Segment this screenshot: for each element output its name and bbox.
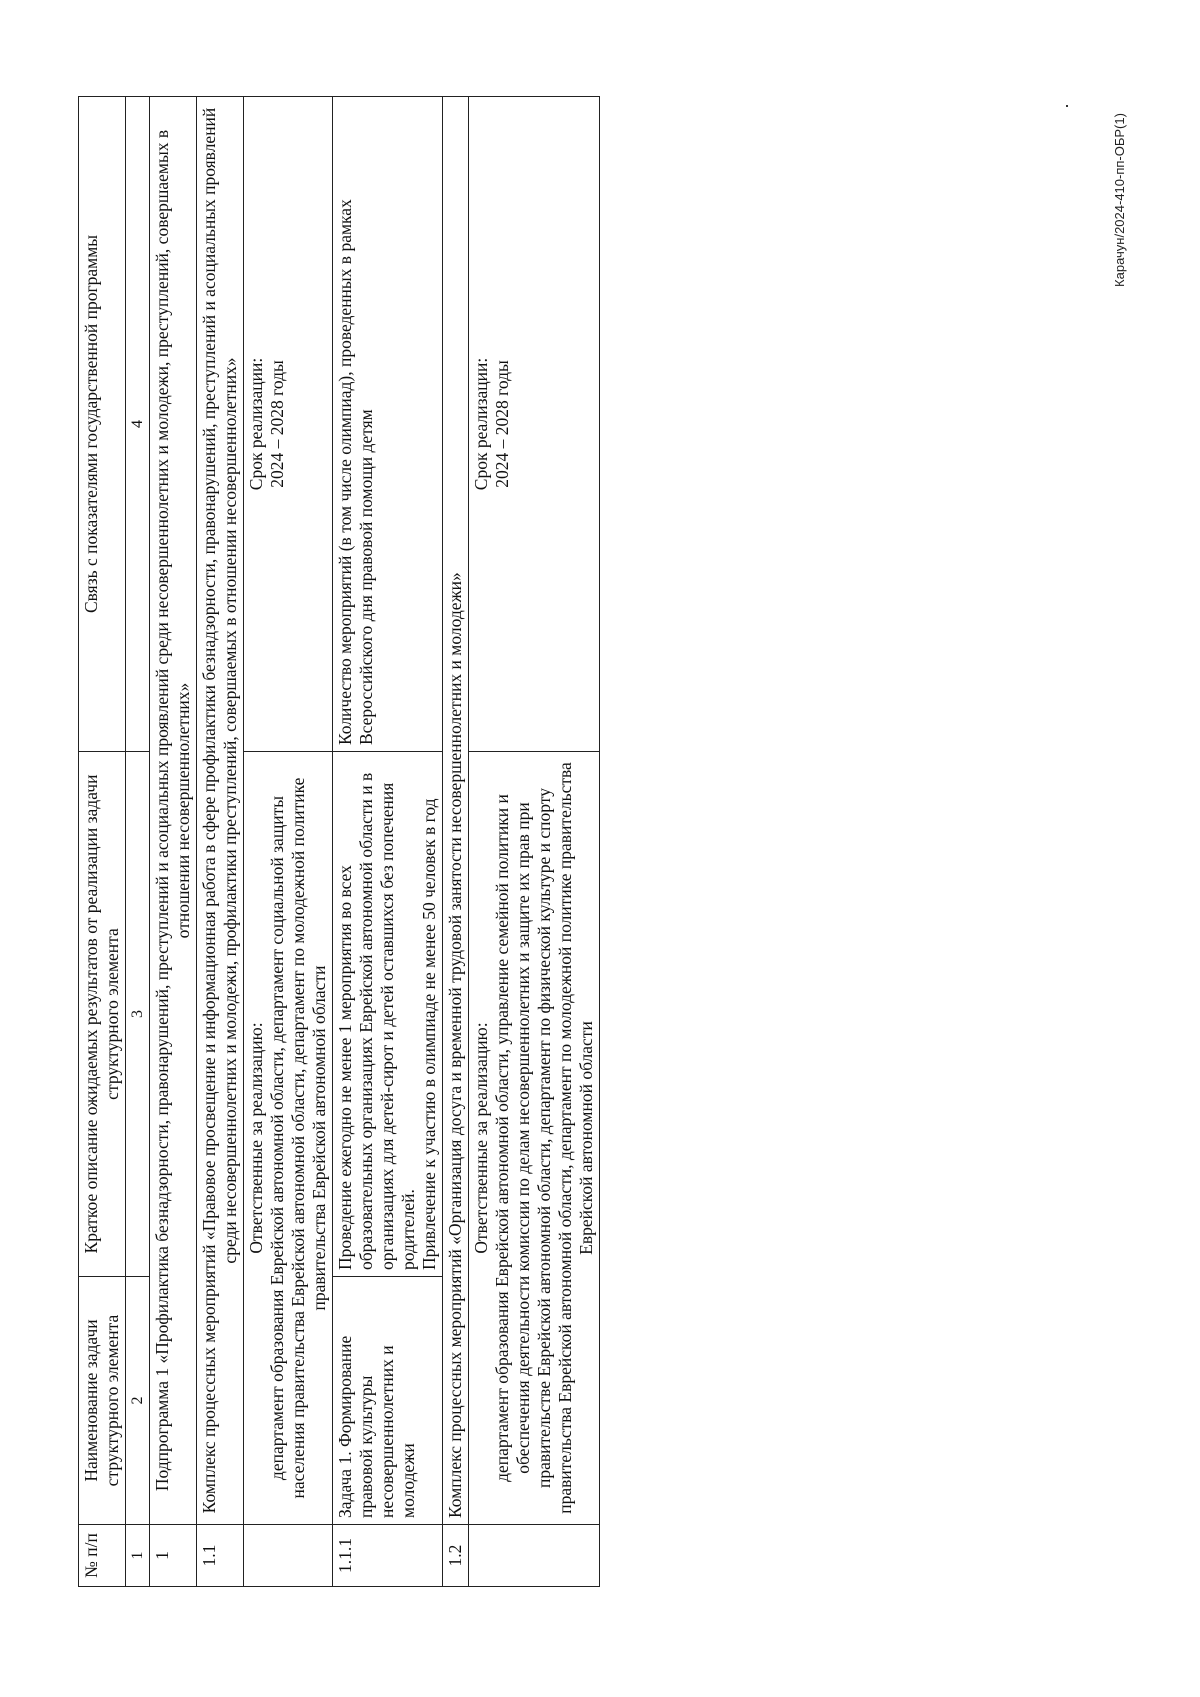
row-number: 1.2 [443, 1525, 469, 1587]
subprogram-title: Подпрограмма 1 «Профилактика безнадзорности, правонарушений, преступлений и асоциальных проявлений среди несовершеннолетних и молодежи, преступлений, совершаемых в отношении несовершеннолетних» [150, 97, 197, 1525]
structural-elements-table [78, 96, 600, 1587]
table-row-responsible-1-2 [469, 97, 600, 1587]
table-row-subprogram-1 [150, 97, 197, 1587]
task-name: Задача 1. Формирование правовой культуры несовершеннолетних и молодежи [333, 1277, 443, 1525]
header-col-results: Краткое описание ожидаемых результатов от реализации задачи структурного элемента [79, 752, 126, 1277]
table-row-complex-1-2 [443, 97, 469, 1587]
empty-cell [244, 1525, 333, 1587]
period-cell [469, 97, 600, 752]
table-row-responsible-1-1 [244, 97, 333, 1587]
table-row-complex-1-1 [197, 97, 244, 1587]
period-label: Срок реализации: [246, 357, 267, 491]
table-row-task-1-1-1 [333, 97, 443, 1587]
document-registration-code: Карачун/2024-410-пп-ОБР(1) [1112, 113, 1127, 287]
period-value: 2024 – 2028 годы [492, 360, 513, 488]
complex-title: Комплекс процессных мероприятий «Организация досуга и временной трудовой занятости несовершеннолетних и молодежи» [443, 97, 469, 1525]
header-col-link: Связь с показателями государственной программы [79, 97, 126, 752]
period-label: Срок реализации: [471, 357, 492, 491]
period-value: 2024 – 2028 годы [267, 360, 288, 488]
header-col-task-name: Наименование задачи структурного элемента [79, 1277, 126, 1525]
row-number: 1.1.1 [333, 1525, 443, 1587]
column-number-1: 1 [126, 1525, 150, 1587]
row-number: 1 [150, 1525, 197, 1587]
column-number-3: 3 [126, 752, 150, 1277]
task-indicator-link: Количество мероприятий (в том числе олимпиад), проведенных в рамках Всероссийского дня правовой помощи детям [333, 97, 443, 752]
task-results [333, 752, 443, 1277]
column-number-4: 4 [126, 97, 150, 752]
empty-cell [469, 1525, 600, 1587]
complex-title: Комплекс процессных мероприятий «Правовое просвещение и информационная работа в сфере профилактики безнадзорности, правонарушений, преступлений и асоциальных проявлений среди несовершеннолетних и молодежи, профилактики преступлений, совершаемых в отношении несовершеннолетних» [197, 97, 244, 1525]
responsible-label: Ответственные за реализацию: [471, 1022, 492, 1254]
scan-speck [1066, 105, 1068, 107]
header-col-number: № п/п [79, 1525, 126, 1587]
task-result-1: Проведение ежегодно не менее 1 мероприятия во всех образовательных организациях Еврейской автономной области и в организациях для детей-сирот и детей оставшихся без попечения родителей. [335, 772, 419, 1270]
responsible-text: департамент образования Еврейской автономной области, департамент социальной защиты населения правительства Еврейской автономной области, департамент по молодежной политике правительства Еврейской автономной области [267, 777, 330, 1499]
period-cell [244, 97, 333, 752]
responsible-label: Ответственные за реализацию: [246, 1022, 267, 1254]
table-header-row [79, 97, 126, 1587]
task-result-2: Привлечение к участию в олимпиаде не менее 50 человек в год [419, 798, 440, 1270]
responsible-text: департамент образования Еврейской автономной области, управление семейной политики и обеспечения деятельности комиссии по делам несовершеннолетних и защите их прав при правительстве Еврейской автономной области, департамент по физической культуре и спорту правительства Еврейской автономной области, департамент по молодежной политике правительства Еврейской автономной области [492, 762, 597, 1514]
row-number: 1.1 [197, 1525, 244, 1587]
responsible-cell [469, 752, 600, 1525]
column-number-2: 2 [126, 1277, 150, 1525]
responsible-cell [244, 752, 333, 1525]
column-numbers-row [126, 97, 150, 1587]
